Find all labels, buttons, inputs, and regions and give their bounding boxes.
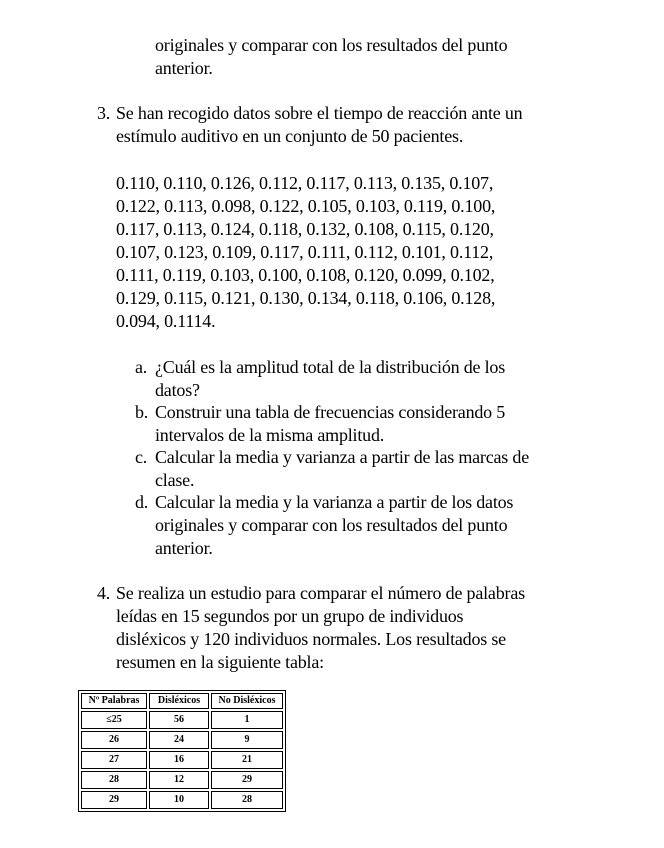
table-cell: 1 [211,711,283,729]
item-text-line: Construir una tabla de frecuencias considerando 5 [155,402,506,422]
table-row [81,791,283,809]
data-line: 0.107, 0.123, 0.109, 0.117, 0.111, 0.112, 0.101, 0.112, [116,242,494,262]
prev-item-line: anterior. [155,58,213,78]
table-cell: 28 [211,791,283,809]
table-row [81,711,283,729]
question-number: 4. [97,583,111,603]
table-cell: 27 [81,751,147,769]
question-text-line: Se realiza un estudio para comparar el número de palabras [116,583,525,603]
item-text-line: datos? [155,380,200,400]
table-row [81,751,283,769]
data-line: 0.110, 0.110, 0.126, 0.112, 0.117, 0.113, 0.135, 0.107, [116,173,494,193]
question-text-line: disléxicos y 120 individuos normales. Los resultados se [116,629,506,649]
prev-item-line: originales y comparar con los resultados del punto [155,35,508,55]
item-letter: d. [135,492,149,512]
table-cell: ≤25 [81,711,147,729]
item-text-line: Calcular la media y varianza a partir de las marcas de [155,447,530,467]
table-cell: 12 [149,771,209,789]
data-line: 0.117, 0.113, 0.124, 0.118, 0.132, 0.108, 0.115, 0.120, [116,219,494,239]
table-cell: 10 [149,791,209,809]
table-cell: 21 [211,751,283,769]
table-header-cell: No Disléxicos [211,693,283,709]
table-cell: 56 [149,711,209,729]
table-header-row [81,693,283,709]
question-text-line: estímulo auditivo en un conjunto de 50 pacientes. [116,126,464,146]
question-number: 3. [97,103,111,123]
table-header-cell: Nº Palabras [81,693,147,709]
table-header-cell: Disléxicos [149,693,209,709]
item-text-line: Calcular la media y la varianza a partir de los datos [155,492,514,512]
table-cell: 24 [149,731,209,749]
data-line: 0.129, 0.115, 0.121, 0.130, 0.134, 0.118, 0.106, 0.128, [116,288,496,308]
question-text-line: resumen en la siguiente tabla: [116,652,324,672]
table-cell: 28 [81,771,147,789]
frequency-table [78,690,286,812]
table-cell: 9 [211,731,283,749]
table-cell: 16 [149,751,209,769]
table-row [81,771,283,789]
item-text-line: originales y comparar con los resultados del punto [155,515,508,535]
item-text-line: ¿Cuál es la amplitud total de la distribución de los [155,357,506,377]
table-cell: 29 [211,771,283,789]
item-text-line: intervalos de la misma amplitud. [155,425,385,445]
table-row [81,731,283,749]
question-text-line: Se han recogido datos sobre el tiempo de reacción ante un [116,103,523,123]
item-text-line: anterior. [155,538,213,558]
data-line: 0.111, 0.119, 0.103, 0.100, 0.108, 0.120, 0.099, 0.102, [116,265,495,285]
item-text-line: clase. [155,470,195,490]
data-line: 0.122, 0.113, 0.098, 0.122, 0.105, 0.103, 0.119, 0.100, [116,196,496,216]
table-cell: 26 [81,731,147,749]
item-letter: a. [135,357,148,377]
item-letter: b. [135,402,149,422]
question-text-line: leídas en 15 segundos por un grupo de individuos [116,606,464,626]
data-line: 0.094, 0.1114. [116,311,216,331]
item-letter: c. [135,447,148,467]
table-cell: 29 [81,791,147,809]
